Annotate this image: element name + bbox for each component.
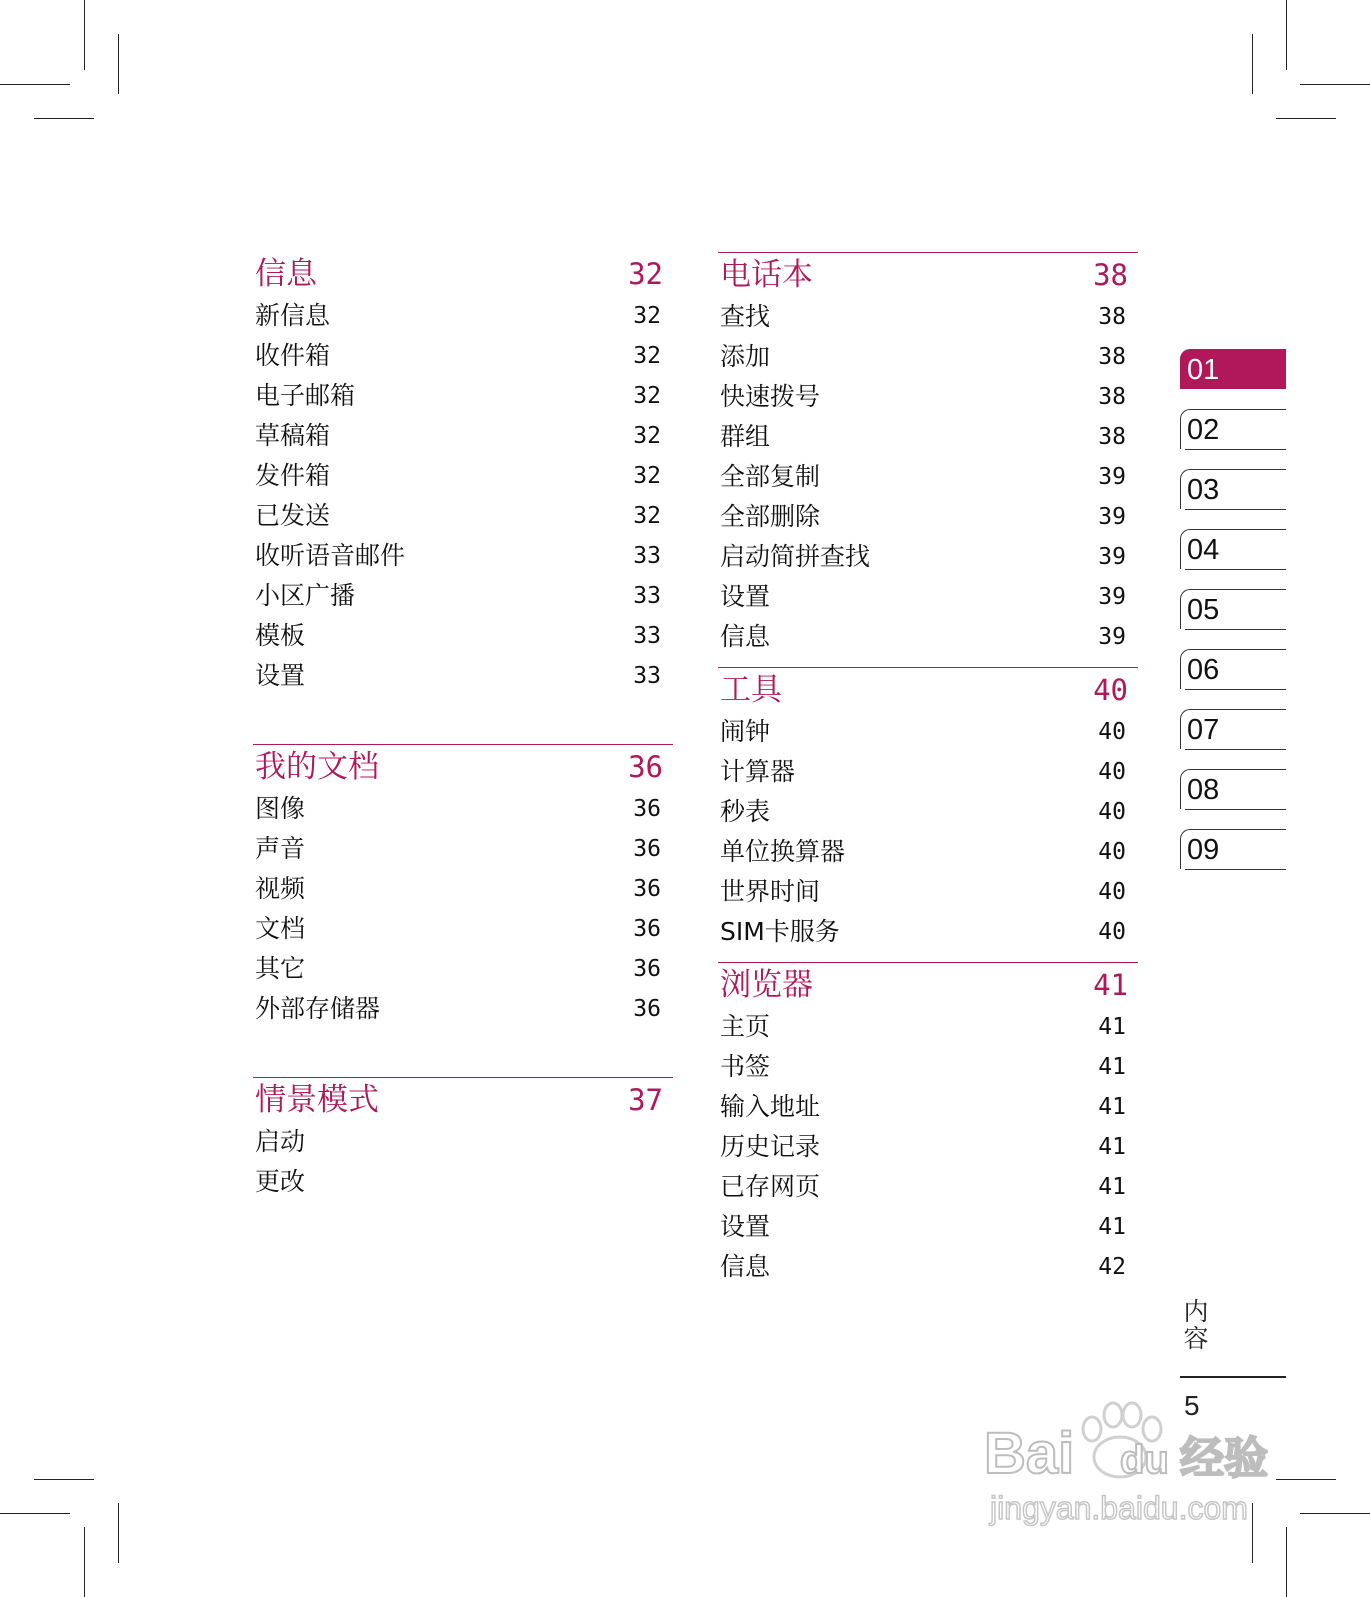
- entry-label: 查找: [720, 302, 771, 331]
- section-title-text: 信息: [255, 256, 317, 292]
- entry-page: 41: [1098, 1094, 1126, 1120]
- crop-mark: [1300, 84, 1370, 85]
- entry-label: 小区广播: [255, 581, 356, 610]
- chapter-tab-02[interactable]: 02: [1180, 409, 1286, 449]
- toc-entry[interactable]: [253, 656, 673, 696]
- section-title-text: 情景模式: [255, 1082, 379, 1118]
- toc-entry[interactable]: [253, 949, 673, 989]
- entry-page: 38: [1098, 384, 1126, 410]
- toc-entry[interactable]: [718, 752, 1138, 792]
- toc-section-profiles: [253, 1077, 673, 1202]
- toc-entry[interactable]: [718, 712, 1138, 752]
- chapter-tab-09[interactable]: 09: [1180, 829, 1286, 869]
- entry-label: 文档: [255, 914, 306, 943]
- toc-entry[interactable]: [718, 537, 1138, 577]
- entry-label: 发件箱: [255, 461, 331, 490]
- crop-mark: [0, 84, 70, 85]
- entry-label: 设置: [255, 661, 306, 690]
- entry-label: 单位换算器: [720, 837, 846, 866]
- entry-page: 40: [1098, 919, 1126, 945]
- crop-mark: [118, 1503, 119, 1563]
- entry-label: 秒表: [720, 797, 771, 826]
- entry-label: 图像: [255, 794, 306, 823]
- entry-page: 38: [1098, 304, 1126, 330]
- toc-section-messages: [253, 252, 673, 696]
- section-page-number: 40: [1093, 673, 1128, 707]
- toc-section-phonebook: [718, 252, 1138, 657]
- toc-entry[interactable]: [718, 297, 1138, 337]
- entry-label: 启动: [255, 1127, 306, 1156]
- side-section-label: 内容: [1180, 1298, 1209, 1352]
- toc-entry[interactable]: [253, 336, 673, 376]
- entry-label: 已发送: [255, 501, 331, 530]
- toc-entry[interactable]: [718, 577, 1138, 617]
- entry-label: 收件箱: [255, 341, 331, 370]
- toc-section-my-documents: [253, 744, 673, 1029]
- chapter-tabs: [1180, 349, 1286, 889]
- chapter-tab-07[interactable]: 07: [1180, 709, 1286, 749]
- toc-entry[interactable]: [718, 792, 1138, 832]
- entry-page: 32: [633, 383, 661, 409]
- toc-entry[interactable]: [253, 576, 673, 616]
- toc-entry[interactable]: [718, 1007, 1138, 1047]
- entry-page: 39: [1098, 464, 1126, 490]
- entry-page: 32: [633, 463, 661, 489]
- svg-text:du: du: [1120, 1438, 1169, 1482]
- page-number: 5: [1184, 1390, 1200, 1421]
- entry-label: 模板: [255, 621, 306, 650]
- entry-page: 41: [1098, 1014, 1126, 1040]
- toc-section-browser: [718, 962, 1138, 1287]
- toc-entry[interactable]: [253, 616, 673, 656]
- entry-label: 已存网页: [720, 1172, 821, 1201]
- entry-page: 33: [633, 663, 661, 689]
- svg-text:jingyan.baidu.com: jingyan.baidu.com: [990, 1490, 1248, 1526]
- entry-label: 快速拨号: [720, 382, 821, 411]
- entry-page: 40: [1098, 839, 1126, 865]
- entry-label: 草稿箱: [255, 421, 331, 450]
- toc-section-title[interactable]: [253, 745, 673, 789]
- chapter-tab-04[interactable]: 04: [1180, 529, 1286, 569]
- toc-section-title[interactable]: [253, 1078, 673, 1122]
- entry-page: 41: [1098, 1174, 1126, 1200]
- toc-entry[interactable]: [718, 1247, 1138, 1287]
- entry-label: 添加: [720, 342, 771, 371]
- crop-mark: [34, 1479, 94, 1480]
- entry-page: 40: [1098, 719, 1126, 745]
- entry-label: 启动简拼查找: [720, 542, 871, 571]
- toc-entry[interactable]: [718, 417, 1138, 457]
- entry-page: 40: [1098, 879, 1126, 905]
- entry-label: 视频: [255, 874, 306, 903]
- toc-entry[interactable]: [718, 337, 1138, 377]
- toc-entry[interactable]: [718, 1207, 1138, 1247]
- toc-entry[interactable]: [718, 1047, 1138, 1087]
- entry-page: 39: [1098, 624, 1126, 650]
- entry-label: SIM卡服务: [720, 917, 840, 946]
- toc-entry[interactable]: [718, 832, 1138, 872]
- entry-label: 世界时间: [720, 877, 821, 906]
- entry-label: 计算器: [720, 757, 796, 786]
- entry-label: 主页: [720, 1012, 771, 1041]
- entry-page: 40: [1098, 799, 1126, 825]
- baidu-watermark-logo: [970, 1395, 1290, 1545]
- toc-entry[interactable]: [253, 989, 673, 1029]
- toc-section-tools: [718, 667, 1138, 952]
- entry-page: 33: [633, 583, 661, 609]
- entry-page: 41: [1098, 1134, 1126, 1160]
- entry-page: 36: [633, 836, 661, 862]
- entry-page: 36: [633, 796, 661, 822]
- toc-entry[interactable]: [718, 377, 1138, 417]
- toc-entry[interactable]: [718, 872, 1138, 912]
- toc-section-title[interactable]: [718, 668, 1138, 712]
- entry-page: 41: [1098, 1214, 1126, 1240]
- entry-label: 收听语音邮件: [255, 541, 406, 570]
- section-page-number: 36: [628, 750, 663, 784]
- entry-label: 信息: [720, 622, 771, 651]
- entry-label: 新信息: [255, 301, 331, 330]
- section-title-text: 浏览器: [720, 967, 813, 1003]
- entry-label: 电子邮箱: [255, 381, 356, 410]
- entry-page: 36: [633, 996, 661, 1022]
- entry-label: 群组: [720, 422, 771, 451]
- toc-entry[interactable]: [253, 536, 673, 576]
- chapter-tab-03[interactable]: 03: [1180, 469, 1286, 509]
- svg-text:Bai: Bai: [984, 1421, 1075, 1486]
- toc-entry[interactable]: [718, 497, 1138, 537]
- section-page-number: 41: [1093, 968, 1128, 1002]
- toc-entry[interactable]: [253, 376, 673, 416]
- entry-page: 40: [1098, 759, 1126, 785]
- svg-text:经验: 经验: [1180, 1433, 1268, 1484]
- entry-page: 32: [633, 423, 661, 449]
- section-page-number: 32: [628, 257, 663, 291]
- toc-entry[interactable]: [253, 789, 673, 829]
- section-page-number: 38: [1093, 258, 1128, 292]
- entry-label: 信息: [720, 1252, 771, 1281]
- toc-section-title[interactable]: [253, 252, 673, 296]
- entry-page: 39: [1098, 544, 1126, 570]
- entry-label: 设置: [720, 1212, 771, 1241]
- entry-label: 外部存储器: [255, 994, 381, 1023]
- entry-label: 输入地址: [720, 1092, 821, 1121]
- chapter-tab-06[interactable]: 06: [1180, 649, 1286, 689]
- entry-label: 全部删除: [720, 502, 821, 531]
- entry-page: 39: [1098, 584, 1126, 610]
- crop-mark: [1286, 0, 1287, 70]
- toc-section-title[interactable]: [718, 963, 1138, 1007]
- entry-label: 历史记录: [720, 1132, 821, 1161]
- toc-entry[interactable]: [718, 457, 1138, 497]
- entry-page: 42: [1098, 1254, 1126, 1280]
- entry-page: 36: [633, 956, 661, 982]
- entry-page: 33: [633, 623, 661, 649]
- entry-label: 更改: [255, 1167, 306, 1196]
- entry-page: 38: [1098, 344, 1126, 370]
- toc-entry[interactable]: [253, 456, 673, 496]
- section-title-text: 我的文档: [255, 749, 379, 785]
- entry-page: 32: [633, 303, 661, 329]
- chapter-tab-08[interactable]: 08: [1180, 769, 1286, 809]
- crop-mark: [1252, 34, 1253, 94]
- entry-page: 39: [1098, 504, 1126, 530]
- chapter-tab-01[interactable]: 01: [1180, 349, 1286, 389]
- toc-entry[interactable]: [253, 1162, 673, 1202]
- entry-page: 32: [633, 343, 661, 369]
- crop-mark: [0, 1513, 70, 1514]
- entry-page: 36: [633, 916, 661, 942]
- entry-label: 声音: [255, 834, 306, 863]
- toc-entry[interactable]: [718, 1167, 1138, 1207]
- crop-mark: [118, 34, 119, 94]
- crop-mark: [1300, 1513, 1370, 1514]
- entry-label: 书签: [720, 1052, 771, 1081]
- toc-entry[interactable]: [718, 1087, 1138, 1127]
- entry-page: 36: [633, 876, 661, 902]
- chapter-tab-05[interactable]: 05: [1180, 589, 1286, 629]
- entry-label: 设置: [720, 582, 771, 611]
- toc-entry[interactable]: [253, 1122, 673, 1162]
- entry-page: 33: [633, 543, 661, 569]
- toc-entry[interactable]: [718, 912, 1138, 952]
- toc-left-column: [253, 252, 673, 1202]
- crop-mark: [34, 118, 94, 119]
- toc-entry[interactable]: [718, 617, 1138, 657]
- section-page-number: 37: [628, 1083, 663, 1117]
- entry-page: 38: [1098, 424, 1126, 450]
- entry-label: 全部复制: [720, 462, 821, 491]
- crop-mark: [84, 1527, 85, 1597]
- entry-page: 32: [633, 503, 661, 529]
- entry-page: 41: [1098, 1054, 1126, 1080]
- toc-section-title[interactable]: [718, 253, 1138, 297]
- toc-entry[interactable]: [253, 296, 673, 336]
- crop-mark: [1276, 118, 1336, 119]
- toc-entry[interactable]: [253, 829, 673, 869]
- section-title-text: 工具: [720, 672, 782, 708]
- toc-entry[interactable]: [253, 869, 673, 909]
- toc-entry[interactable]: [718, 1127, 1138, 1167]
- crop-mark: [84, 0, 85, 70]
- toc-right-column: [718, 252, 1138, 1287]
- section-title-text: 电话本: [720, 257, 813, 293]
- side-divider: [1180, 1376, 1286, 1378]
- entry-label: 其它: [255, 954, 306, 983]
- toc-entry[interactable]: [253, 909, 673, 949]
- toc-entry[interactable]: [253, 416, 673, 456]
- toc-entry[interactable]: [253, 496, 673, 536]
- entry-label: 闹钟: [720, 717, 771, 746]
